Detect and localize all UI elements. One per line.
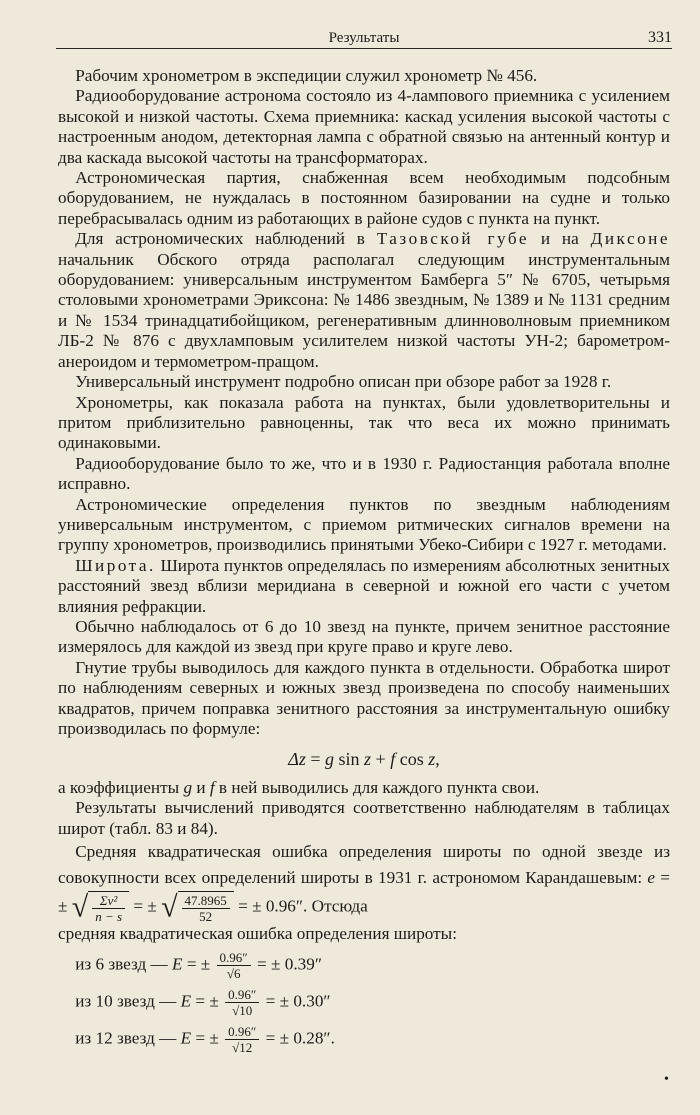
paragraph-methods: [58, 495, 670, 556]
formula-part: E: [180, 1028, 192, 1048]
print-dot: •: [664, 1072, 669, 1087]
radicand: [178, 891, 234, 924]
paragraph-coefficients: [58, 778, 670, 798]
fraction-numerator: Σv²: [92, 893, 125, 909]
section-heading: Широта.: [75, 555, 156, 575]
paragraph-party: [58, 168, 670, 229]
formula-part: = ±: [129, 896, 162, 916]
formula-part: = ±: [182, 954, 215, 974]
formula-part: g: [183, 777, 193, 797]
paragraph-tube-flexure: [58, 658, 670, 740]
paragraph-text: Рабочим хронометром в экспедиции служил хронометр № 456.: [75, 66, 538, 85]
formula-part: cos: [395, 749, 429, 770]
formula-part: Δz: [288, 749, 306, 770]
formula-part: f: [209, 777, 215, 797]
fraction: [182, 893, 230, 924]
sqrt-sign: √: [161, 890, 178, 924]
sqrt-sign: √: [71, 890, 89, 924]
paragraph-text: Для астрономических наблюдений в: [75, 229, 377, 249]
result-label: из 12 звезд —: [75, 1028, 181, 1048]
paragraph-stars-count: [58, 617, 670, 658]
radicand: 6: [233, 966, 241, 982]
formula-part: E: [180, 991, 192, 1011]
formula-part: sin: [334, 749, 365, 770]
result-line: [58, 1024, 670, 1055]
formula-part: = ±: [58, 868, 670, 916]
paragraph-text: а коэффициенты: [58, 777, 184, 797]
formula-part: g: [325, 749, 334, 770]
formula-part: E: [172, 954, 183, 974]
formula-part: ,: [435, 749, 440, 770]
paragraph-radio-1930: [58, 454, 670, 495]
paragraph-chronometers: [58, 393, 670, 454]
place-name: Диксоне: [590, 229, 670, 249]
fraction: [225, 987, 259, 1018]
fraction-denominator: √6: [226, 966, 241, 982]
paragraph-instruments: [58, 229, 670, 372]
paragraph-text: в ней выводились для каждого пункта свои.: [214, 777, 540, 797]
result-value: = ± 0.39″: [252, 954, 322, 974]
formula-part: +: [371, 749, 391, 770]
paragraph-text: Обычно наблюдалось от 6 до 10 звезд на пункте, причем зенитное расстояние измерялось для каждой из звезд при круге право и круге лево.: [58, 616, 670, 657]
formula-part: z: [364, 749, 372, 770]
paragraph-text: и: [192, 777, 210, 797]
formula-part: z: [428, 749, 436, 770]
page-body: [58, 66, 670, 1061]
formula-part: =: [305, 749, 325, 770]
radicand: [88, 891, 129, 924]
fraction-denominator: 52: [199, 909, 213, 925]
formula-part: = ± 0.96″.: [233, 896, 312, 916]
paragraph-text: Радиооборудование астронома состояло из 4-лампового приемника с усилением высокой и низкой частоты. Схема приемника: каскад усиления высокой частоты с настроенным анодом, детекторная лампа с обратной связью на антенный контур и два каскада высокой частоты на трансформаторах.: [58, 86, 670, 167]
running-header: [56, 26, 672, 49]
header-title: Результаты: [328, 30, 400, 46]
paragraph-mean-error: [58, 839, 670, 924]
fraction: [217, 950, 251, 981]
paragraph-text: Отсюда: [311, 896, 368, 916]
paragraph-text: Астрономическая партия, снабженная всем необходимым подсобным оборудованием, не нуждалась в постоянном базировании на судне и только перебрасывалась одним из работающих в районе судов с пункта на пункт.: [58, 168, 670, 228]
fraction-denominator: √12: [232, 1040, 253, 1056]
fraction: [225, 1024, 259, 1055]
fraction-numerator: 47.8965: [182, 893, 230, 909]
paragraph-latitude: [58, 556, 670, 617]
paragraph-text: Радиооборудование было то же, что и в 1930 г. Радиостанция работала вполне исправно.: [58, 453, 670, 494]
page-number: 331: [648, 29, 672, 46]
formula-correction: [58, 749, 670, 769]
paragraph-text: Средняя квадратическая ошибка определения широты по одной звезде из совокупности всех определений широты в 1931 г. астрономом Карандашевым:: [58, 842, 670, 888]
fraction-denominator: √10: [232, 1003, 253, 1019]
fraction-numerator: 0.96″: [225, 987, 259, 1003]
paragraph-text: Астрономические определения пунктов по звездным наблюдениям универсальным инструментом, с приемом ритмических сигналов времени на группу хронометров, производились принятыми Убеко-Сибири с 1927 г. методами.: [58, 494, 670, 555]
paragraph-text: средняя квадратическая ошибка определения широты:: [58, 924, 458, 944]
paragraph-chronometer: [58, 66, 670, 86]
paragraph-text: Широта пунктов определялась по измерениям абсолютных зенитных расстояний звезд вблизи меридиана в северной и южной его части с учетом влияния рефракции.: [58, 555, 670, 616]
place-name: Тазовской губе: [376, 229, 530, 249]
paragraph-universal-instrument: [58, 372, 670, 392]
formula-part: = ±: [191, 991, 224, 1011]
result-value: = ± 0.28″.: [261, 1028, 335, 1048]
fraction: [92, 893, 125, 924]
paragraph-text: Универсальный инструмент подробно описан при обзоре работ за 1928 г.: [75, 372, 612, 392]
paragraph-results: [58, 798, 670, 839]
fraction-numerator: 0.96″: [225, 1024, 259, 1040]
result-line: [58, 987, 670, 1018]
radicand: 12: [239, 1040, 253, 1056]
formula-part: e: [647, 868, 656, 888]
paragraph-text: начальник Обского отряда располагал следующим инструментальным оборудованием: универсальным инструментом Бамберга 5″ № 6705, четырьмя столовыми хронометрами Эриксона: № 1486 звездным, № 1389 и № 1131 средним и № 1534 тринадцатибойщиком, регенеративным длинноволновым приемником ЛБ-2 № 876 с двухламповым усилителем низкой частоты УН-2; барометром-анероидом и термометром-пращом.: [58, 249, 670, 371]
paragraph-mean-error-cont: [58, 924, 670, 944]
result-label: из 6 звезд —: [75, 954, 173, 974]
radicand: 10: [239, 1003, 253, 1019]
paragraph-radio-equipment: [58, 86, 670, 168]
paragraph-text: Гнутие трубы выводилось для каждого пункта в отдельности. Обработка широт по наблюдениям северных и южных звезд произведена по способу наименьших квадратов, причем поправка зенитного расстояния за инструментальную ошибку производилась по формуле:: [58, 657, 670, 738]
result-value: = ± 0.30″: [261, 991, 331, 1011]
paragraph-text: Хронометры, как показала работа на пунктах, были удовлетворительны и притом приблизительно равноценны, так что веса их можно принимать одинаковыми.: [58, 392, 670, 453]
formula-part: f: [390, 749, 396, 770]
result-line: [58, 950, 670, 981]
fraction-denominator: n − s: [95, 909, 123, 925]
formula-part: = ±: [191, 1028, 224, 1048]
result-label: из 10 звезд —: [75, 991, 181, 1011]
paragraph-text: и на: [529, 229, 591, 249]
fraction-numerator: 0.96″: [217, 950, 251, 966]
paragraph-text: Результаты вычислений приводятся соответственно наблюдателям в таблицах широт (табл. 83 и 84).: [58, 798, 670, 838]
